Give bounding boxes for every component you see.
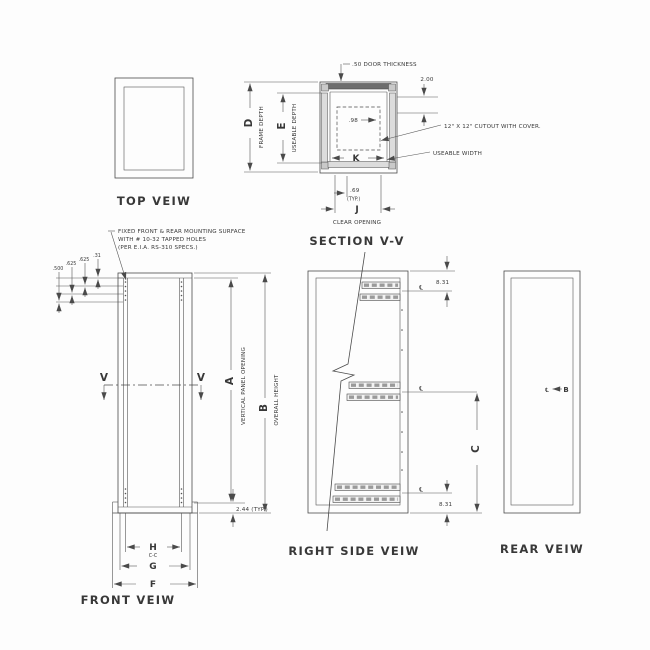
front-mounting-rails: [123, 278, 183, 507]
dim-bottom-offset: [233, 489, 268, 527]
dim-bottom-offset-label: 2.44 (TYP.): [236, 507, 268, 513]
top-view: [115, 78, 193, 208]
dim-overall-height-letter: B: [258, 403, 270, 413]
dim-opening-width-letter: G: [149, 562, 157, 572]
hole-spacing-d1: .500: [52, 267, 64, 272]
dim-bottom-hole-offset-label: 8.31: [439, 502, 453, 508]
dim-top-hole-offset: [410, 256, 455, 307]
dim-panel-opening: [194, 278, 247, 503]
mounting-note-line2: WITH # 10-32 TAPPED HOLES: [118, 237, 207, 243]
dim-clear-opening: [321, 175, 395, 215]
front-view-outline: [118, 273, 192, 513]
dim-door-offset-label: 2.00: [420, 77, 434, 83]
top-view-title: TOP VEIW: [116, 194, 192, 208]
dim-top-hole-offset-label: 8.31: [436, 280, 450, 286]
vertical-panel-opening-label: VERTICAL PANEL OPENING: [241, 346, 247, 426]
top-view-inner-outline: [124, 87, 184, 170]
right-view-title: RIGHT SIDE VEIW: [288, 544, 420, 558]
hole-spacing-d2: .625: [65, 262, 77, 267]
mounting-note-line3: (PER E.I.A. RS-310 SPECS.): [118, 245, 198, 251]
rear-view-title: REAR VEIW: [500, 542, 584, 556]
clear-opening-label: CLEAR OPENING: [332, 220, 382, 226]
right-view-inner-outline: [316, 278, 400, 505]
right-side-view: [288, 252, 482, 558]
front-view-title: FRONT VEIW: [80, 593, 176, 607]
rear-view-stud-callout: [545, 386, 569, 394]
rail-cc-label: C-C: [148, 554, 158, 559]
dim-cutout-offset-label: .98: [348, 118, 358, 124]
useable-width-label: USEABLE WIDTH: [433, 151, 482, 157]
section-cut-letter-right: V: [196, 372, 206, 384]
right-view-centerlines: [402, 285, 477, 494]
mounting-note: [108, 229, 246, 280]
dim-overall-width-letter: F: [149, 580, 157, 590]
cutout-note-label: 12" X 12" CUTOUT WITH COVER.: [444, 124, 541, 130]
section-door: [326, 84, 391, 90]
centerline-symbol-bot: ℄: [419, 486, 423, 494]
dim-frame-offset-label: .69: [350, 188, 360, 194]
centerline-symbol-top: ℄: [419, 284, 423, 292]
front-view: [53, 229, 280, 607]
section-view: [243, 62, 541, 248]
dim-frame-offset: [334, 176, 360, 203]
rear-stud-letter: B: [563, 386, 569, 394]
dim-clear-opening-letter: J: [355, 205, 359, 215]
dim-rail-cc: [126, 513, 182, 559]
frame-depth-label: FRAME DEPTH: [259, 106, 265, 148]
dim-rail-cc-letter: H: [149, 543, 157, 553]
overall-height-label: OVERALL HEIGHT: [274, 374, 280, 426]
rear-view: [500, 271, 584, 556]
top-view-outer-outline: [115, 78, 193, 178]
dim-door-offset: [397, 77, 438, 126]
section-cut-letter-left: V: [99, 372, 109, 384]
rear-centerline-symbol: ℄: [545, 387, 549, 394]
section-view-title: SECTION V-V: [309, 234, 405, 248]
dim-frame-depth-letter: D: [243, 118, 255, 128]
door-thickness-label: .50 DOOR THICKNESS: [352, 62, 417, 68]
right-view-slotted-rails: [333, 282, 400, 503]
section-cutout-dashed: [337, 107, 380, 150]
right-view-rivets: [401, 309, 403, 471]
dim-overall-height: [194, 273, 280, 513]
hole-spacing-d4: .31: [93, 254, 101, 259]
mounting-note-line1: FIXED FRONT & REAR MOUNTING SURFACE: [118, 229, 246, 235]
centerline-symbol-mid: ℄: [419, 385, 423, 393]
door-thickness-callout: [341, 62, 417, 81]
dim-panel-opening-letter: A: [224, 376, 236, 386]
front-bottom-flange: [113, 502, 198, 513]
hole-spacing-detail: [53, 253, 123, 313]
right-view-outline: [308, 271, 408, 513]
section-cut-vv: [100, 372, 206, 400]
hole-spacing-d3: .625: [78, 258, 90, 263]
dim-useable-depth-letter: E: [276, 122, 288, 130]
dim-hole-span: [470, 394, 482, 512]
dim-hole-span-letter: C: [470, 445, 482, 453]
dim-frame-offset-typ: (TYP.): [347, 197, 361, 203]
dim-useable-width-letter: K: [352, 154, 360, 164]
useable-depth-label: USEABLE DEPTH: [292, 103, 298, 153]
dim-useable-depth: [276, 93, 322, 163]
